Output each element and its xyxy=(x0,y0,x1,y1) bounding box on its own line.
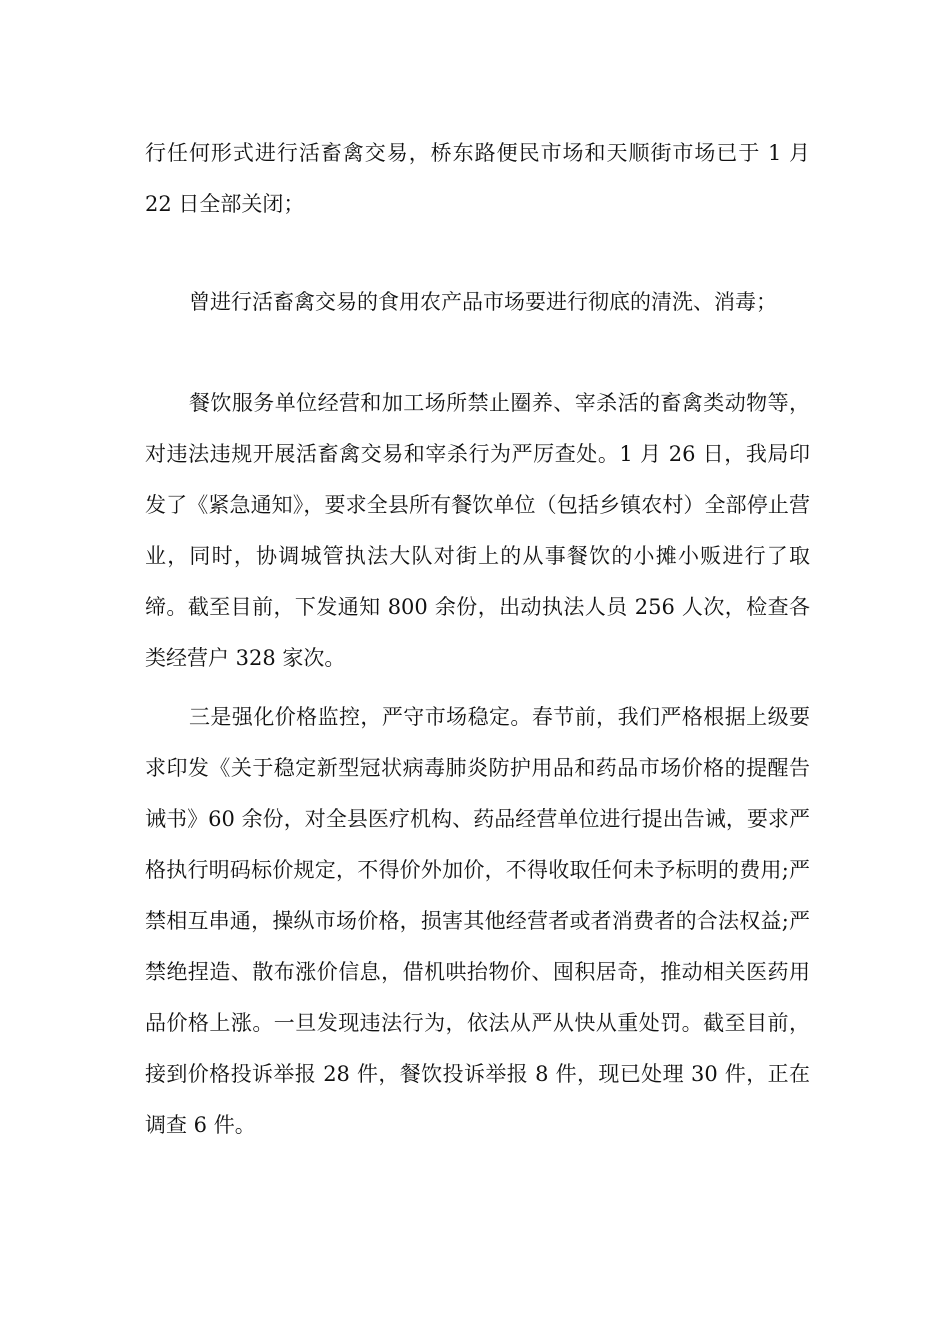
paragraph-4: 三是强化价格监控，严守市场稳定。春节前，我们严格根据上级要求印发《关于稳定新型冠状病毒肺炎防护用品和药品市场价格的提醒告诫书》60 余份，对全县医疗机构、药品经营单位进行提出告诫，要求严格执行明码标价规定，不得价外加价，不得收取任何未予标明的费用;严禁相互串通，操纵市场价格，损害其他经营者或者消费者的合法权益;严禁绝捏造、散布涨价信息，借机哄抬物价、囤积居奇，推动相关医药用品价格上涨。一旦发现违法行为，依法从严从快从重处罚。截至目前，接到价格投诉举报 28 件，餐饮投诉举报 8 件，现已处理 30 件，正在调查 6 件。 xyxy=(145,705,810,1137)
paragraph-2: 曾进行活畜禽交易的食用农产品市场要进行彻底的清洗、消毒； xyxy=(189,290,777,314)
paragraph-1: 行任何形式进行活畜禽交易，桥东路便民市场和天顺街市场已于 1 月 22 日全部关闭； xyxy=(145,141,810,216)
paragraph-3: 餐饮服务单位经营和加工场所禁止圈养、宰杀活的畜禽类动物等，对违法违规开展活畜禽交易和宰杀行为严厉查处。1 月 26 日，我局印发了《紧急通知》，要求全县所有餐饮单位（包括乡镇农村）全部停止营业，同时，协调城管执法大队对街上的从事餐饮的小摊小贩进行了取缔。截至目前，下发通知 800 余份，出动执法人员 256 人次，检查各类经营户 328 家次。 xyxy=(145,391,810,670)
